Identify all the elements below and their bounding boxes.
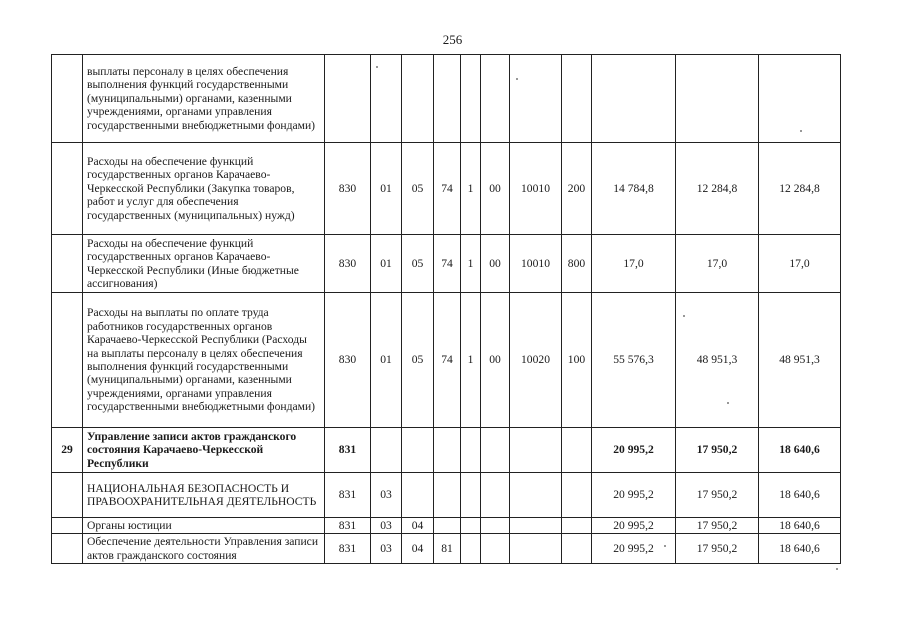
scan-speck bbox=[516, 78, 518, 80]
amount-year-2: 17 950,2 bbox=[676, 428, 759, 473]
row-name: выплаты персоналу в целях обеспечения выполнения функций государственными (муниципальными) органами, казенными учреждениями, органами управления государственными внебюджетными фондами) bbox=[83, 55, 325, 143]
page-number: 256 bbox=[442, 32, 463, 47]
amount-year-2: 17 950,2 bbox=[676, 534, 759, 564]
row-name: Органы юстиции bbox=[83, 518, 325, 534]
code-cs-subprogram: 1 bbox=[461, 143, 481, 235]
code-pr: 05 bbox=[402, 143, 434, 235]
code-cs-program bbox=[434, 518, 461, 534]
code-cs-program bbox=[434, 428, 461, 473]
code-cs-direction bbox=[510, 473, 562, 518]
table-row bbox=[52, 143, 841, 235]
code-ved: 831 bbox=[325, 473, 371, 518]
code-vr bbox=[562, 428, 592, 473]
scan-speck bbox=[836, 568, 838, 570]
amount-year-2: 17,0 bbox=[676, 235, 759, 293]
code-rz bbox=[371, 55, 402, 143]
code-cs-direction bbox=[510, 55, 562, 143]
amount-year-1: 14 784,8 bbox=[592, 143, 676, 235]
scan-speck bbox=[376, 66, 378, 68]
code-cs-event: 00 bbox=[481, 143, 510, 235]
scan-speck bbox=[683, 315, 685, 317]
row-number bbox=[52, 518, 83, 534]
code-vr bbox=[562, 473, 592, 518]
amount-year-3: 18 640,6 bbox=[759, 534, 841, 564]
code-pr: 05 bbox=[402, 235, 434, 293]
code-ved: 831 bbox=[325, 428, 371, 473]
amount-year-3: 12 284,8 bbox=[759, 143, 841, 235]
amount-year-2 bbox=[676, 55, 759, 143]
scan-speck bbox=[664, 545, 666, 547]
code-vr bbox=[562, 534, 592, 564]
amount-year-1: 20 995,2 bbox=[592, 473, 676, 518]
scan-speck bbox=[800, 130, 802, 132]
code-rz: 01 bbox=[371, 293, 402, 428]
code-pr: 05 bbox=[402, 293, 434, 428]
row-name: Расходы на выплаты по оплате труда работников государственных органов Карачаево-Черкесской Республики (Расходы на выплаты персоналу в целях обеспечения выполнения функций государственными (муниципальными) органами, казенными учреждениями, органами управления государственными внебюджетными фондами) bbox=[83, 293, 325, 428]
table-row bbox=[52, 428, 841, 473]
code-pr bbox=[402, 55, 434, 143]
amount-year-2: 48 951,3 bbox=[676, 293, 759, 428]
code-rz: 03 bbox=[371, 534, 402, 564]
row-number bbox=[52, 534, 83, 564]
code-ved: 830 bbox=[325, 293, 371, 428]
code-vr: 800 bbox=[562, 235, 592, 293]
amount-year-3: 17,0 bbox=[759, 235, 841, 293]
code-cs-event bbox=[481, 428, 510, 473]
row-name: Управление записи актов гражданского состояния Карачаево-Черкесской Республики bbox=[83, 428, 325, 473]
amount-year-1: 17,0 bbox=[592, 235, 676, 293]
table-row bbox=[52, 473, 841, 518]
code-cs-subprogram bbox=[461, 534, 481, 564]
code-cs-subprogram bbox=[461, 55, 481, 143]
code-cs-program: 81 bbox=[434, 534, 461, 564]
table-row bbox=[52, 534, 841, 564]
scan-speck bbox=[727, 402, 729, 404]
code-pr bbox=[402, 428, 434, 473]
row-name: Расходы на обеспечение функций государственных органов Карачаево-Черкесской Республики (Иные бюджетные ассигнования) bbox=[83, 235, 325, 293]
amount-year-2: 12 284,8 bbox=[676, 143, 759, 235]
row-number bbox=[52, 293, 83, 428]
code-cs-direction bbox=[510, 518, 562, 534]
code-ved bbox=[325, 55, 371, 143]
code-cs-event bbox=[481, 518, 510, 534]
code-rz: 01 bbox=[371, 235, 402, 293]
row-number: 29 bbox=[52, 428, 83, 473]
code-ved: 831 bbox=[325, 518, 371, 534]
amount-year-1: 20 995,2 bbox=[592, 534, 676, 564]
code-ved: 830 bbox=[325, 143, 371, 235]
amount-year-3: 48 951,3 bbox=[759, 293, 841, 428]
code-pr bbox=[402, 473, 434, 518]
code-cs-event: 00 bbox=[481, 235, 510, 293]
code-rz: 03 bbox=[371, 473, 402, 518]
code-cs-direction: 10020 bbox=[510, 293, 562, 428]
table-row bbox=[52, 518, 841, 534]
code-vr: 200 bbox=[562, 143, 592, 235]
row-name: Расходы на обеспечение функций государственных органов Карачаево-Черкесской Республики (Закупка товаров, работ и услуг для обеспечения государственных (муниципальных) нужд) bbox=[83, 143, 325, 235]
amount-year-3: 18 640,6 bbox=[759, 473, 841, 518]
row-name: Обеспечение деятельности Управления записи актов гражданского состояния bbox=[83, 534, 325, 564]
code-vr bbox=[562, 518, 592, 534]
row-number bbox=[52, 55, 83, 143]
code-rz: 03 bbox=[371, 518, 402, 534]
code-cs-direction bbox=[510, 428, 562, 473]
code-rz: 01 bbox=[371, 143, 402, 235]
code-cs-program bbox=[434, 473, 461, 518]
code-pr: 04 bbox=[402, 518, 434, 534]
budget-table bbox=[51, 54, 841, 564]
code-cs-subprogram bbox=[461, 518, 481, 534]
amount-year-1 bbox=[592, 55, 676, 143]
code-cs-event bbox=[481, 55, 510, 143]
code-rz bbox=[371, 428, 402, 473]
amount-year-3: 18 640,6 bbox=[759, 428, 841, 473]
code-cs-event bbox=[481, 473, 510, 518]
table-row bbox=[52, 293, 841, 428]
code-pr: 04 bbox=[402, 534, 434, 564]
code-cs-subprogram bbox=[461, 428, 481, 473]
amount-year-1: 55 576,3 bbox=[592, 293, 676, 428]
code-ved: 830 bbox=[325, 235, 371, 293]
amount-year-1: 20 995,2 bbox=[592, 518, 676, 534]
row-number bbox=[52, 143, 83, 235]
code-cs-subprogram: 1 bbox=[461, 235, 481, 293]
code-cs-program: 74 bbox=[434, 293, 461, 428]
code-cs-event bbox=[481, 534, 510, 564]
code-cs-program: 74 bbox=[434, 143, 461, 235]
row-number bbox=[52, 473, 83, 518]
amount-year-3: 18 640,6 bbox=[759, 518, 841, 534]
code-cs-direction bbox=[510, 534, 562, 564]
table-row bbox=[52, 235, 841, 293]
code-cs-subprogram bbox=[461, 473, 481, 518]
row-name: НАЦИОНАЛЬНАЯ БЕЗОПАСНОСТЬ И ПРАВООХРАНИТЕЛЬНАЯ ДЕЯТЕЛЬНОСТЬ bbox=[83, 473, 325, 518]
code-vr bbox=[562, 55, 592, 143]
code-ved: 831 bbox=[325, 534, 371, 564]
code-cs-direction: 10010 bbox=[510, 143, 562, 235]
code-cs-event: 00 bbox=[481, 293, 510, 428]
amount-year-1: 20 995,2 bbox=[592, 428, 676, 473]
row-number bbox=[52, 235, 83, 293]
amount-year-2: 17 950,2 bbox=[676, 518, 759, 534]
code-cs-subprogram: 1 bbox=[461, 293, 481, 428]
code-cs-program bbox=[434, 55, 461, 143]
code-cs-program: 74 bbox=[434, 235, 461, 293]
code-vr: 100 bbox=[562, 293, 592, 428]
table-row bbox=[52, 55, 841, 143]
code-cs-direction: 10010 bbox=[510, 235, 562, 293]
amount-year-2: 17 950,2 bbox=[676, 473, 759, 518]
